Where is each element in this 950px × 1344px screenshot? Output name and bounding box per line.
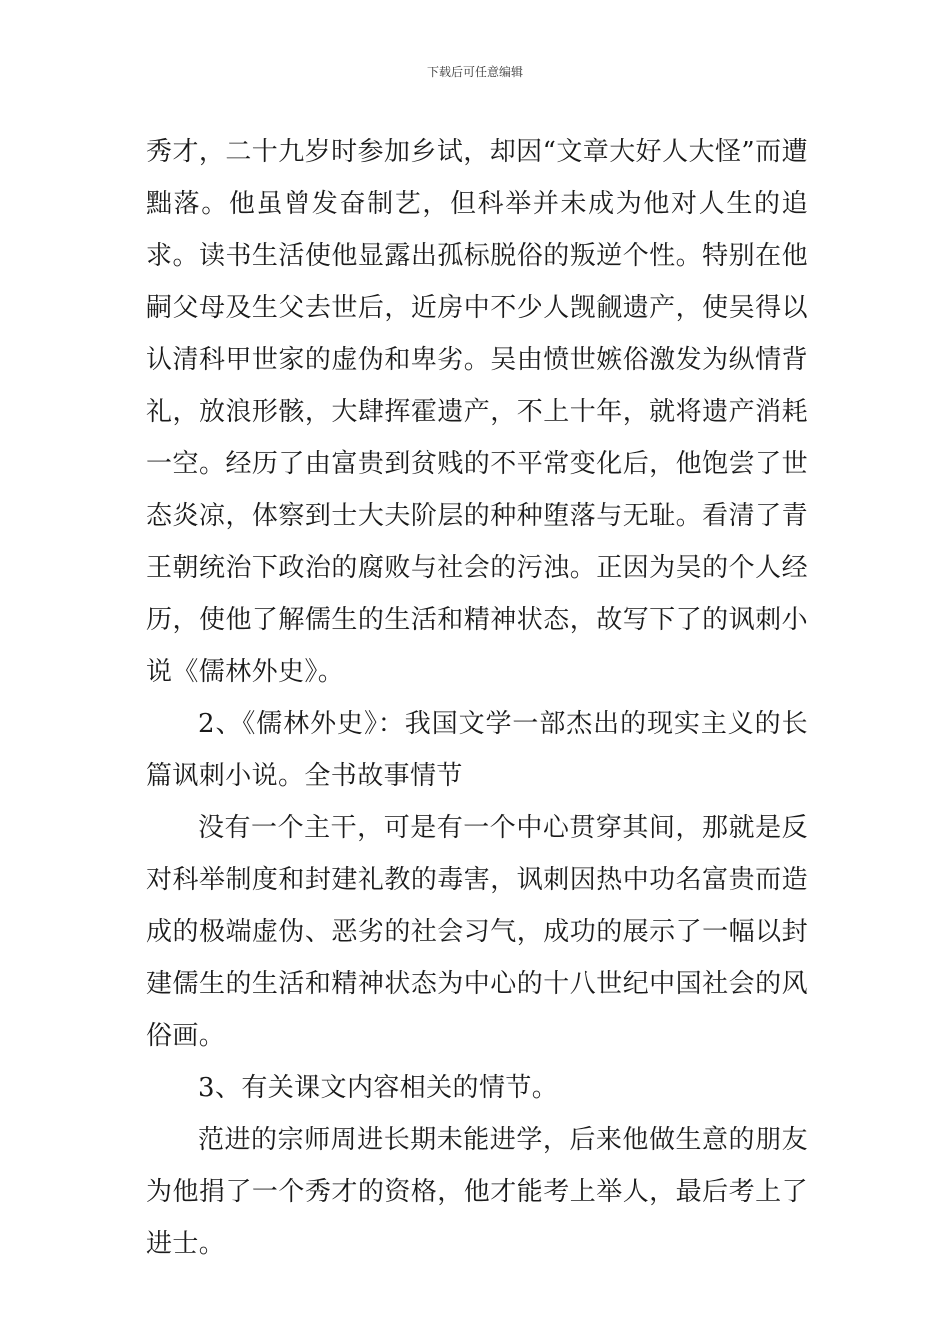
paragraph-related-plot-heading: 3、有关课文内容相关的情节。 [198, 1073, 559, 1103]
paragraph-biography: 秀才，二十九岁时参加乡试，却因“文章大好人大怪”而遭黜落。他虽曾发奋制艺，但科举并未成为他对人生的追求。读书生活使他显露出孤标脱俗的叛逆个性。特别在他嗣父母及生父去世后，近房中不少人觊觎遗产，使吴得以认清科甲世家的虚伪和卑劣。吴由愤世嫉俗激发为纵情背礼，放浪形骸，大肆挥霍遗产，不上十年，就将遗产消耗一空。经历了由富贵到贫贱的不平常变化后，他饱尝了世态炎凉，体察到士大夫阶层的种种堕落与无耻。看清了青王朝统治下政治的腐败与社会的污浊。正因为吴的个人经历，使他了解儒生的生活和精神状态，故写下了的讽刺小说《儒林外史》。 [146, 137, 808, 687]
paragraph-novel-theme: 没有一个主干，可是有一个中心贯穿其间，那就是反对科举制度和封建礼教的毒害，讽刺因热中功名富贵而造成的极端虚伪、恶劣的社会习气，成功的展示了一幅以封建儒生的生活和精神状态为中心的十八世纪中国社会的风俗画。 [146, 813, 808, 1051]
page-header: 下载后可任意编辑 [426, 65, 523, 79]
paragraph-novel-intro: 2、《儒林外史》：我国文学一部杰出的现实主义的长篇讽刺小说。全书故事情节 [146, 709, 808, 791]
paragraph-zhou-jin: 范进的宗师周进长期未能进学，后来他做生意的朋友为他捐了一个秀才的资格，他才能考上举人，最后考上了进士。 [146, 1125, 808, 1259]
body-text [146, 126, 808, 1270]
